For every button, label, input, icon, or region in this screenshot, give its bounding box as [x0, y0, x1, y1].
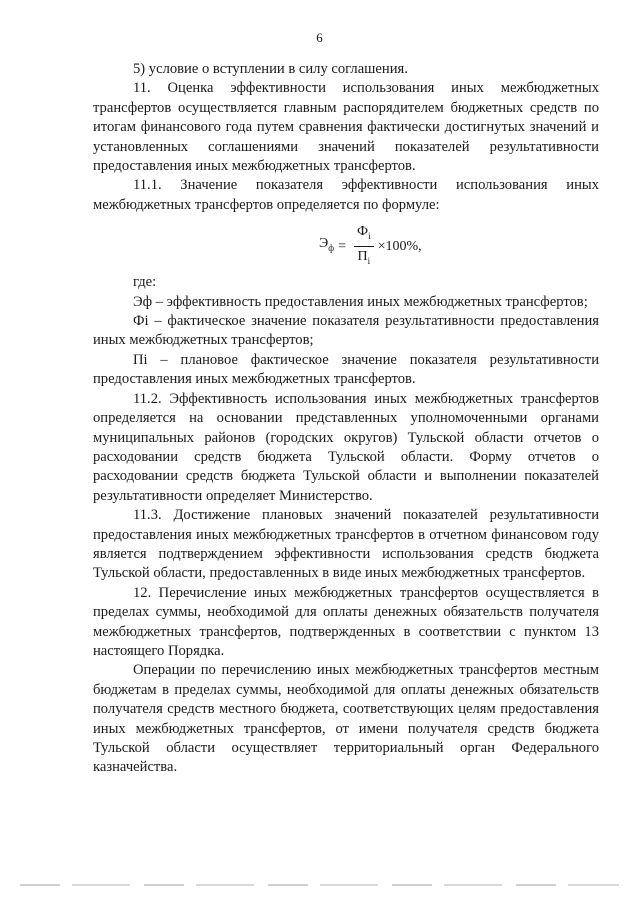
- definition-planned: Пi – плановое фактическое значение показателя результативности предоставления иных межбюджетных трансфертов.: [93, 351, 599, 388]
- formula-multiplier: ×100%,: [377, 238, 422, 254]
- formula-numerator: $Ф_i$: [354, 223, 374, 247]
- where-label: где:: [133, 274, 157, 291]
- definition-actual: Фi – фактическое значение показателя результативности предоставления иных межбюджетных трансфертов;: [93, 313, 599, 349]
- definition-efficiency: Эф – эффективность предоставления иных межбюджетных трансфертов;: [133, 293, 588, 310]
- paragraph-11-2: 11.2. Эффективность использования иных межбюджетных трансфертов определяется на основании представленных уполномоченными органами муниципальных районов (городских округов) Тульской области отчетов о расходовании средств бюджета Тульской области. Форму отчетов о расходовании средств бюджета Тульской области и выполнении показателей результативности определяет Министерство.: [93, 390, 599, 504]
- paragraph-11-3: 11.3. Достижение плановых значений показателей результативности предоставления иных межбюджетных трансфертов в отчетном финансовом году является подтверждением эффективности использования средств бюджета Тульской области, предоставленных в виде иных межбюджетных трансфертов.: [93, 507, 599, 582]
- paragraph-11: 11. Оценка эффективности использования иных межбюджетных трансфертов осуществляется главным распорядителем бюджетных средств по итогам финансового года путем сравнения фактически достигнутых значений и установленных соглашениями значений показателей результативности предоставления иных межбюджетных трансфертов.: [93, 80, 599, 175]
- paragraph-operations: Операции по перечислению иных межбюджетных трансфертов местным бюджетам в пределах суммы, необходимой для оплаты денежных обязательств получателя средств местного бюджета, соответствующих целям предоставления иных межбюджетных трансфертов, от имени получателя средств бюджета Тульской области осуществляет территориальный орган Федерального казначейства.: [93, 662, 599, 776]
- formula-lhs: $Э_ф$: [319, 236, 335, 254]
- paragraph-11-1: 11.1. Значение показателя эффективности использования иных межбюджетных трансфертов определяется по формуле:: [93, 177, 599, 213]
- formula-equals: =: [338, 238, 346, 254]
- formula-denominator: $П_i$: [357, 249, 371, 266]
- paragraph-5: 5) условие о вступлении в силу соглашения.: [133, 61, 408, 77]
- scan-edge-noise: [20, 884, 619, 886]
- efficiency-formula: [93, 215, 599, 273]
- paragraph-12: 12. Перечисление иных межбюджетных трансфертов осуществляется в пределах суммы, необходимой для оплаты денежных обязательств получателя межбюджетных трансфертов, подтвержденных в соответствии с пунктом 13 настоящего Порядка.: [93, 584, 599, 659]
- formula-fraction: [354, 223, 374, 270]
- page-number: 6: [316, 30, 323, 45]
- document-body: [93, 60, 599, 778]
